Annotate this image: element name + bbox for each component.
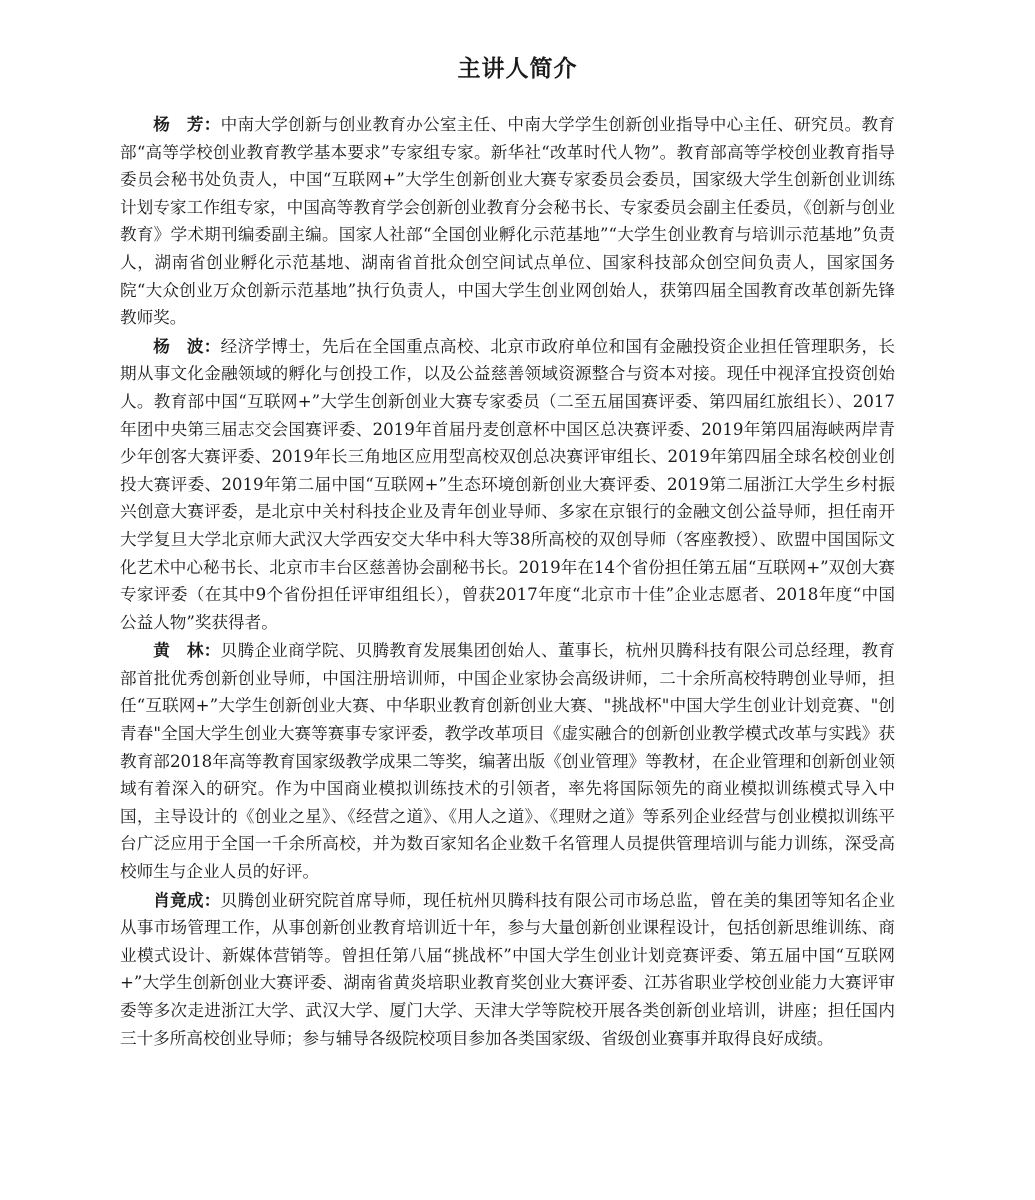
- page-title: 主讲人简介: [457, 56, 578, 82]
- bio-text: 贝腾企业商学院、贝腾教育发展集团创始人、董事长，杭州贝腾科技有限公司总经理，教育部首批优秀创新创业导师，中国注册培训师，中国企业家协会高级讲师，二十余所高校特聘创业导师，担任“互联网+”大学生创新创业大赛、中华职业教育创新创业大赛、"挑战杯"中国大学生创业计划竞赛、"创青春"全国大学生创业大赛等赛事专家评委，教学改革项目《虚实融合的创新创业教学模式改革与实践》获教育部2018年高等教育国家级教学成果二等奖，编著出版《创业管理》等教材，在企业管理和创新创业领域有着深入的研究。作为中国商业模拟训练技术的引领者，率先将国际领先的商业模拟训练模式导入中国，主导设计的《创业之星》、《经营之道》、《用人之道》、《理财之道》等系列企业经营与创业模拟训练平台广泛应用于全国一千余所高校，并为数百家知名企业数千名管理人员提供管理培训与能力训练，深受高校师生与企业人员的好评。: [120, 641, 896, 882]
- bio-text: 中南大学创新与创业教育办公室主任、中南大学学生创新创业指导中心主任、研究员。教育部“高等学校创业教育教学基本要求”专家组专家。新华社“改革时代人物”。教育部高等学校创业教育指导委员会秘书处负责人，中国“互联网+”大学生创新创业大赛专家委员会委员，国家级大学生创新创业训练计划专家工作组专家，中国高等教育学会创新创业教育分会秘书长、专家委员会副主任委员，《创新与创业教育》学术期刊编委副主编。国家人社部“全国创业孵化示范基地”“大学生创业教育与培训示范基地”负责人，湖南省创业孵化示范基地、湖南省首批众创空间试点单位、国家科技部众创空间负责人，国家国务院“大众创业万众创新示范基地”执行负责人，中国大学生创业网创始人，获第四届全国教育改革创新先锋教师奖。: [120, 115, 896, 328]
- bio-name: 杨 波：: [153, 336, 221, 356]
- bio-yang-bo: [120, 333, 895, 637]
- bio-name: 黄 林：: [153, 641, 221, 661]
- bio-huang-lin: [120, 637, 895, 885]
- bio-name: 肖竟成：: [153, 890, 221, 910]
- document-page: [120, 50, 895, 1053]
- bio-name: 杨 芳：: [153, 115, 221, 134]
- bio-text: 贝腾创业研究院首席导师，现任杭州贝腾科技有限公司市场总监，曾在美的集团等知名企业从事市场管理工作，从事创新创业教育培训近十年，参与大量创新创业课程设计，包括创新思维训练、商业模式设计、新媒体营销等。曾担任第八届“挑战杯”中国大学生创业计划竞赛评委、第五届中国“互联网+”大学生创新创业大赛评委、湖南省黄炎培职业教育奖创业大赛评委、江苏省职业学校创业能力大赛评审委等多次走进浙江大学、武汉大学、厦门大学、天津大学等院校开展各类创新创业培训，讲座；担任国内三十多所高校创业导师；参与辅导各级院校项目参加各类国家级、省级创业赛事并取得良好成绩。: [120, 890, 896, 1048]
- bio-text: 经济学博士，先后在全国重点高校、北京市政府单位和国有金融投资企业担任管理职务，长期从事文化金融领域的孵化与创投工作，以及公益慈善领域资源整合与资本对接。现任中视泽宜投资创始人。教育部中国“互联网+”大学生创新创业大赛专家委员（二至五届国赛评委、第四届红旅组长）、2017年团中央第三届志交会国赛评委、2019年首届丹麦创意杯中国区总决赛评委、2019年第四届海峡两岸青少年创客大赛评委、2019年长三角地区应用型高校双创总决赛评审组长、2019年第四届全球名校创业创投大赛评委、2019年第二届中国“互联网+”生态环境创新创业大赛评委、2019第二届浙江大学生乡村振兴创意大赛评委，是北京中关村科技企业及青年创业导师、多家在京银行的金融文创公益导师，担任南开大学复旦大学北京师大武汉大学西安交大华中科大等38所高校的双创导师（客座教授）、欧盟中国国际文化艺术中心秘书长、北京市丰台区慈善协会副秘书长。2019年在14个省份担任第五届“互联网+”双创大赛专家评委（在其中9个省份担任评审组组长），曾获2017年度“北京市十佳”企业志愿者、2018年度“中国公益人物”奖获得者。: [120, 336, 896, 632]
- bio-xiao-jingcheng: [120, 887, 895, 1053]
- bio-yang-fang: [120, 111, 895, 332]
